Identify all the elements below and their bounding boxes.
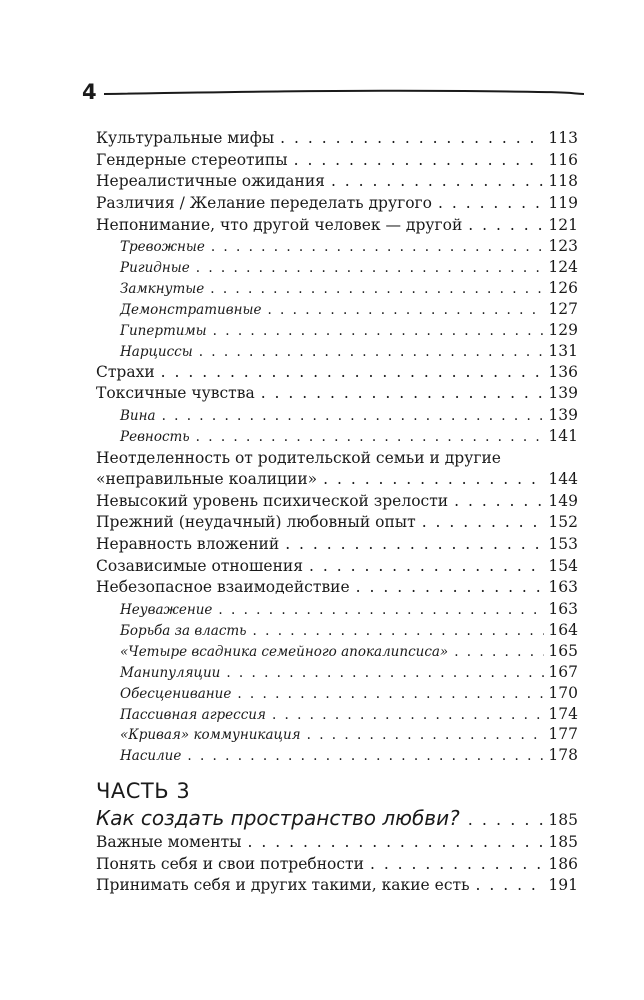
toc-subentry[interactable] — [96, 620, 578, 641]
toc-entry-page: 177 — [548, 725, 578, 744]
table-of-contents-part-3 — [96, 832, 578, 897]
toc-entry-title: Прежний (неудачный) любовный опыт — [96, 513, 416, 532]
dot-leader — [253, 621, 545, 642]
toc-entry-title: Тревожные — [120, 239, 205, 256]
dot-leader — [422, 512, 545, 534]
toc-entry[interactable] — [96, 577, 578, 599]
toc-entry-page: 153 — [548, 535, 578, 553]
toc-entry-page: 174 — [548, 704, 578, 723]
dot-leader — [248, 832, 545, 854]
toc-entry-page: 185 — [548, 833, 578, 851]
toc-entry-page: 141 — [548, 427, 578, 446]
toc-entry-page: 118 — [548, 172, 578, 191]
toc-entry-title: Ригидные — [120, 260, 190, 277]
header-rule — [104, 84, 584, 100]
toc-subentry[interactable] — [96, 278, 578, 299]
dot-leader — [218, 600, 544, 621]
dot-leader — [187, 746, 544, 767]
part-title-page: 185 — [548, 811, 578, 829]
toc-subentry[interactable] — [96, 426, 578, 447]
toc-entry-page: 164 — [548, 620, 578, 639]
dot-leader — [226, 663, 544, 684]
toc-entry-page: 144 — [548, 469, 578, 488]
toc-entry-title: Нарциссы — [120, 343, 193, 360]
dot-leader — [331, 171, 544, 193]
toc-entry-page: 116 — [548, 150, 578, 169]
dot-leader — [196, 427, 545, 448]
toc-entry-title: Неуважение — [120, 602, 213, 619]
dot-leader — [285, 534, 544, 556]
dot-leader — [454, 491, 544, 513]
dot-leader — [199, 342, 545, 363]
toc-entry[interactable] — [96, 362, 578, 384]
toc-subentry[interactable] — [96, 299, 578, 320]
toc-entry-page: 149 — [548, 491, 578, 510]
toc-entry-title: «Кривая» коммуникация — [120, 727, 301, 744]
toc-entry-title: Вина — [120, 408, 156, 425]
dot-leader — [162, 406, 545, 427]
toc-entry-page: 163 — [548, 578, 578, 597]
dot-leader — [294, 150, 545, 172]
toc-entry-page: 127 — [548, 300, 578, 319]
toc-entry-title: Замкнутые — [120, 281, 205, 298]
dot-leader — [280, 128, 544, 150]
toc-subentry[interactable] — [96, 405, 578, 426]
toc-entry[interactable] — [96, 128, 578, 150]
toc-entry[interactable] — [96, 193, 578, 215]
dot-leader — [309, 556, 544, 578]
toc-subentry[interactable] — [96, 724, 578, 745]
toc-subentry[interactable] — [96, 320, 578, 341]
toc-entry-title: «неправильные коалиции» — [96, 469, 318, 488]
toc-entry[interactable] — [96, 383, 578, 405]
dot-leader — [370, 854, 544, 876]
dot-leader — [196, 258, 545, 279]
toc-subentry[interactable] — [96, 236, 578, 257]
toc-entry-page: 139 — [548, 406, 578, 425]
toc-entry-title: Невысокий уровень психической зрелости — [96, 491, 449, 510]
page-number: 4 — [82, 80, 97, 104]
dot-leader — [161, 362, 545, 384]
toc-entry[interactable] — [96, 854, 578, 876]
toc-entry-title: Ревность — [120, 429, 190, 446]
toc-entry-title: Неотделенность от родительской семьи и другие — [96, 448, 501, 467]
toc-entry-page: 136 — [548, 362, 578, 381]
dot-leader — [237, 684, 544, 705]
toc-entry-title: Нереалистичные ожидания — [96, 172, 325, 191]
toc-entry-page: 131 — [548, 341, 578, 360]
toc-entry-title: Важные моменты — [96, 833, 242, 851]
toc-entry-page: 139 — [548, 384, 578, 403]
toc-entry-title: Манипуляции — [120, 664, 221, 681]
toc-entry-page: 170 — [548, 683, 578, 702]
toc-entry-title: Культуральные мифы — [96, 129, 275, 147]
toc-entry-page: 119 — [548, 194, 578, 213]
toc-entry[interactable] — [96, 150, 578, 172]
toc-entry[interactable] — [96, 469, 578, 491]
dot-leader — [213, 321, 545, 342]
dot-leader — [210, 279, 544, 300]
toc-entry-line[interactable] — [96, 447, 578, 469]
part-title-entry[interactable] — [96, 806, 578, 830]
dot-leader — [267, 300, 544, 321]
dot-leader — [438, 193, 544, 215]
toc-entry-title: Понять себя и свои потребности — [96, 854, 364, 873]
toc-entry-page: 124 — [548, 258, 578, 277]
part-label: ЧАСТЬ 3 — [96, 779, 191, 803]
toc-entry[interactable] — [96, 534, 578, 556]
toc-entry[interactable] — [96, 491, 578, 513]
toc-entry-title: Гипертимы — [120, 323, 207, 339]
toc-subentry[interactable] — [96, 662, 578, 683]
toc-entry[interactable] — [96, 215, 578, 237]
part-title: Как создать пространство любви? — [96, 806, 460, 830]
dot-leader — [468, 810, 545, 829]
toc-entry[interactable] — [96, 171, 578, 193]
toc-entry-page: 123 — [548, 237, 578, 256]
toc-entry-title: Страхи — [96, 362, 155, 381]
toc-entry-title: «Четыре всадника семейного апокалипсиса» — [120, 643, 449, 660]
toc-entry-page: 113 — [548, 129, 578, 147]
table-of-contents — [96, 128, 578, 766]
toc-entry[interactable] — [96, 832, 578, 854]
dot-leader — [323, 469, 544, 491]
dot-leader — [454, 642, 544, 663]
dot-leader — [468, 215, 544, 237]
toc-entry[interactable] — [96, 556, 578, 578]
toc-entry-title: Созависимые отношения — [96, 556, 304, 575]
toc-subentry[interactable] — [96, 599, 578, 620]
dot-leader — [356, 577, 545, 599]
toc-entry-page: 152 — [548, 513, 578, 532]
toc-entry-page: 165 — [548, 641, 578, 660]
toc-entry[interactable] — [96, 512, 578, 534]
toc-entry-page: 163 — [548, 600, 578, 619]
toc-entry-page: 154 — [548, 556, 578, 575]
toc-subentry[interactable] — [96, 257, 578, 278]
dot-leader — [272, 705, 544, 726]
toc-entry-page: 191 — [548, 876, 578, 895]
toc-entry-page: 129 — [548, 321, 578, 339]
toc-entry-title: Обесценивание — [120, 685, 232, 702]
toc-entry-page: 167 — [548, 662, 578, 681]
dot-leader — [211, 237, 545, 258]
dot-leader — [261, 383, 545, 405]
toc-entry-title: Демонстративные — [120, 302, 262, 319]
toc-entry-page: 126 — [548, 279, 578, 298]
toc-subentry[interactable] — [96, 704, 578, 725]
toc-entry-title: Непонимание, что другой человек — другой — [96, 215, 463, 234]
toc-entry-title: Пассивная агрессия — [120, 706, 266, 723]
dot-leader — [476, 875, 545, 897]
toc-entry[interactable] — [96, 875, 578, 897]
toc-entry-title: Гендерные стереотипы — [96, 150, 288, 169]
toc-subentry[interactable] — [96, 341, 578, 362]
toc-entry-title: Небезопасное взаимодействие — [96, 578, 350, 597]
toc-entry-page: 186 — [548, 854, 578, 873]
toc-entry-page: 121 — [548, 215, 578, 234]
toc-entry-title: Различия / Желание переделать другого — [96, 194, 433, 213]
toc-entry-page: 178 — [548, 746, 578, 765]
toc-subentry[interactable] — [96, 745, 578, 766]
toc-subentry[interactable] — [96, 683, 578, 704]
dot-leader — [307, 725, 545, 746]
toc-entry-title: Борьба за власть — [120, 622, 247, 639]
toc-entry-title: Токсичные чувства — [96, 384, 255, 403]
toc-entry-title: Принимать себя и других такими, какие есть — [96, 876, 470, 895]
toc-entry-title: Неравность вложений — [96, 535, 280, 553]
toc-entry-title: Насилие — [120, 748, 182, 765]
toc-subentry[interactable] — [96, 641, 578, 662]
